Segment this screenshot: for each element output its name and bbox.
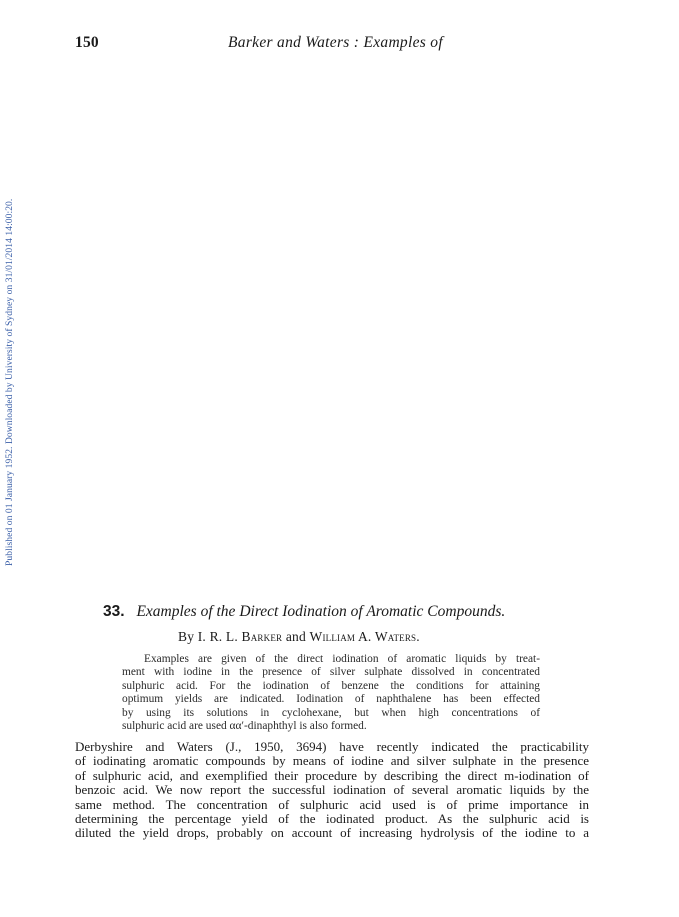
body-line: same method. The concentration of sulphuric acid used is of prime importance in — [75, 796, 589, 812]
abstract-line: sulphuric acid. For the iodination of benzene the conditions for attaining — [122, 679, 540, 692]
body-line: of sulphuric acid, and exemplified their procedure by describing the direct m-iodination of — [75, 767, 589, 783]
body-line: Derbyshire and Waters (J., 1950, 3694) have recently indicated the practicability — [75, 739, 589, 754]
abstract-line: Examples are given of the direct iodination of aromatic liquids by treat- — [144, 653, 540, 665]
byline-and: and — [282, 629, 310, 644]
abstract — [122, 653, 540, 734]
article-number: 33. — [103, 603, 125, 620]
author-1-initials: I. R. L. — [197, 629, 242, 644]
author-byline — [178, 629, 420, 645]
article-title-line — [103, 603, 505, 621]
author-1-surname: Barker — [241, 629, 283, 644]
page-number: 150 — [75, 34, 99, 51]
body-line: diluted the yield drops, probably on account of increasing hydrolysis of the iodine to a — [75, 825, 589, 841]
body-line: benzoic acid. We now report the successful iodination of several aromatic liquids by the — [75, 782, 589, 798]
abstract-line: ment with iodine in the presence of silver sulphate dissolved in concentrated — [122, 666, 540, 679]
body-line: of iodinating aromatic compounds by means of iodine and silver sulphate in the presence — [75, 753, 589, 769]
running-head: Barker and Waters : Examples of — [228, 34, 443, 51]
body-paragraph — [75, 740, 589, 841]
abstract-line: sulphuric acid are used αα′-dinaphthyl is also formed. — [122, 720, 367, 733]
abstract-line: by using its solutions in cyclohexane, but when high concentrations of — [122, 706, 540, 719]
abstract-line: optimum yields are indicated. Iodination of naphthalene has been effected — [122, 693, 540, 706]
article-title: Examples of the Direct Iodination of Aromatic Compounds. — [136, 603, 506, 620]
byline-by: By — [178, 629, 198, 644]
byline-end: . — [416, 629, 420, 644]
download-watermark[interactable]: Published on 01 January 1952. Downloaded by University of Sydney on 31/01/2014 14:00:20. — [4, 198, 15, 566]
author-2-name: William A. Waters — [309, 629, 417, 644]
body-line: determining the percentage yield of the iodinated product. As the sulphuric acid is — [75, 811, 589, 827]
